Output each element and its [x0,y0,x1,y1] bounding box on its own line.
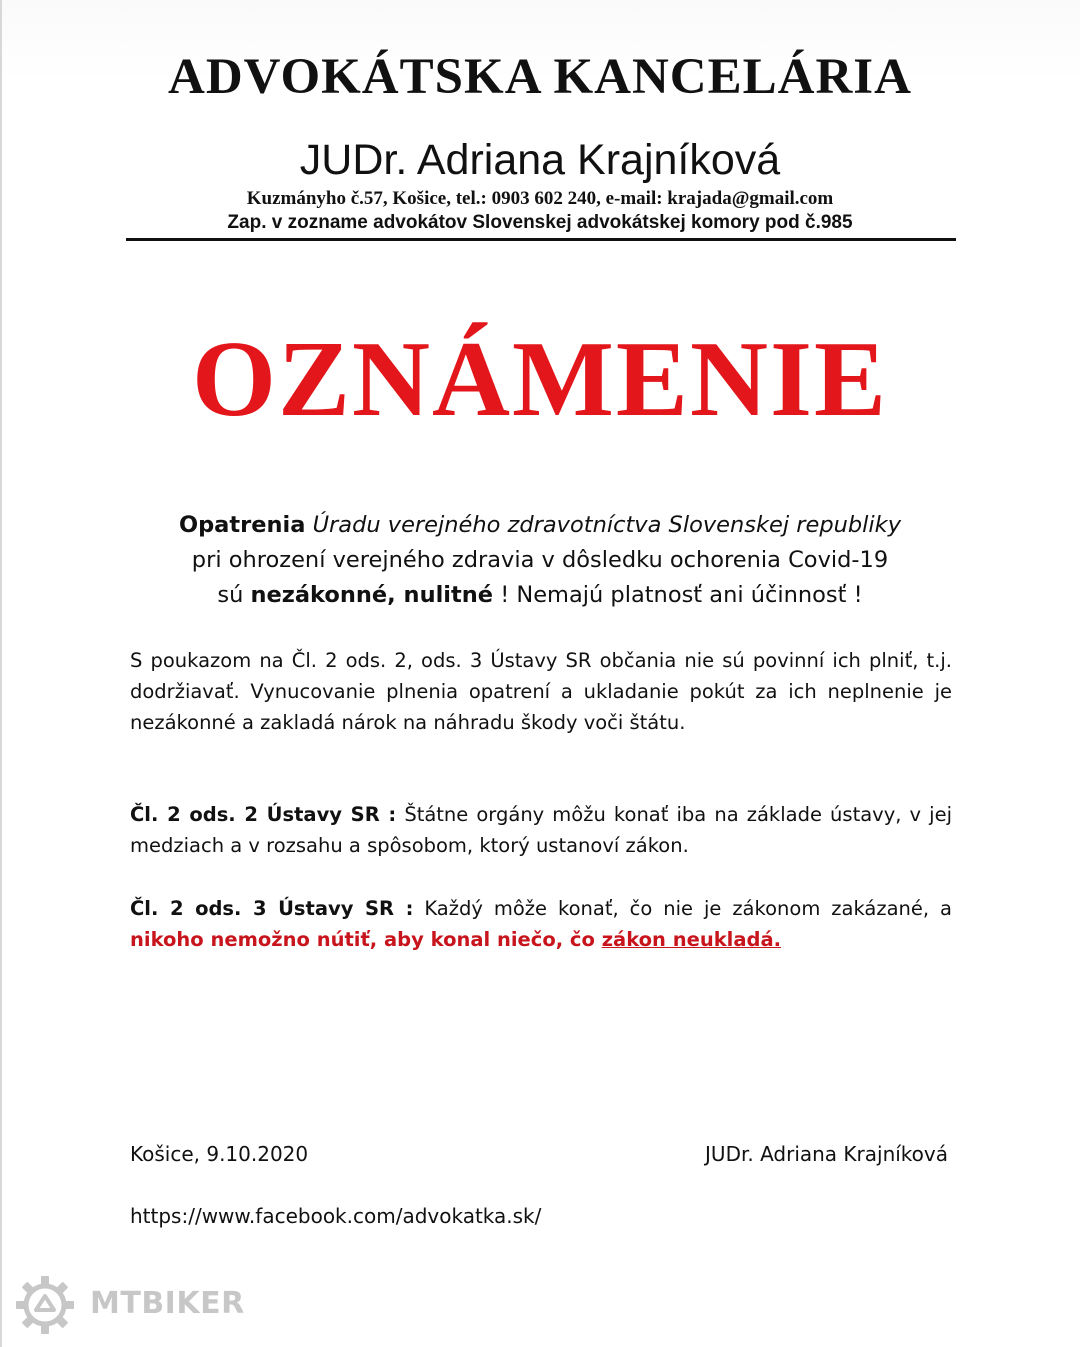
register-line: Zap. v zozname advokátov Slovenskej advokátskej komory pod č.985 [227,212,853,233]
paragraph-3-underlined-text: zákon neukladá. [601,928,782,951]
lead-line-1 [0,508,1080,543]
lead-bold-verdict: nezákonné, nulitné [250,582,494,608]
paragraph-3 [130,893,952,955]
paragraph-3-label: Čl. 2 ods. 3 Ústavy SR : [130,897,414,920]
lead-line-3 [0,578,1080,613]
headline: OZNÁMENIE [191,320,889,439]
signature-name: JUDr. Adriana Krajníková [705,1142,948,1166]
paragraph-2-line-1 [130,799,952,830]
lead-line-3-pre: sú [217,582,244,608]
paragraph-1-line-3: nezákonné a zakladá nárok na náhradu škody voči štátu. [130,711,686,734]
lead-line-2: pri ohrození verejného zdravia v dôsledku ochorenia Covid-19 [191,547,889,573]
letterhead-divider [126,238,956,241]
lawyer-name: JUDr. Adriana Krajníková [299,136,781,184]
paragraph-2-line-2: medziach a v rozsahu a spôsobom, ktorý ustanoví zákon. [130,834,689,857]
gear-icon [14,1274,76,1336]
paragraph-3-line-2 [130,924,952,955]
paragraph-3-text: Každý môže konať, čo nie je zákonom zakázané, a [424,897,953,920]
paragraph-1 [130,645,952,738]
lead-line-3-post: ! Nemajú platnosť ani účinnosť ! [500,582,863,608]
lead-statement [0,508,1080,613]
paragraph-3-line-1 [130,893,952,924]
paragraph-1-line-1: S poukazom na Čl. 2 ods. 2, ods. 3 Ústavy SR občania nie sú povinní ich plniť, t.j. [130,649,952,672]
mtbiker-watermark [14,1274,274,1336]
paragraph-2-label: Čl. 2 ods. 2 Ústavy SR : [130,803,397,826]
watermark-text: MTBIKER [90,1286,245,1321]
paragraph-1-line-2: dodržiavať. Vynucovanie plnenia opatrení a ukladanie pokút za ich neplnenie je [130,680,952,703]
contact-line: Kuzmányho č.57, Košice, tel.: 0903 602 240, e-mail: krajada@gmail.com [246,188,834,209]
lead-italic-authority: Úradu verejného zdravotníctva Slovenskej republiky [312,512,902,538]
firm-name: ADVOKÁTSKA KANCELÁRIA [168,49,912,105]
paragraph-3-red-text: nikoho nemožno nútiť, aby konal niečo, čo [130,928,595,951]
place-date: Košice, 9.10.2020 [130,1142,309,1166]
facebook-link[interactable]: https://www.facebook.com/advokatka.sk/ [130,1204,542,1228]
paragraph-2 [130,799,952,861]
lead-bold-term: Opatrenia [178,512,306,538]
paragraph-2-text: Štátne orgány môžu konať iba na základe ústavy, v jej [404,803,952,826]
